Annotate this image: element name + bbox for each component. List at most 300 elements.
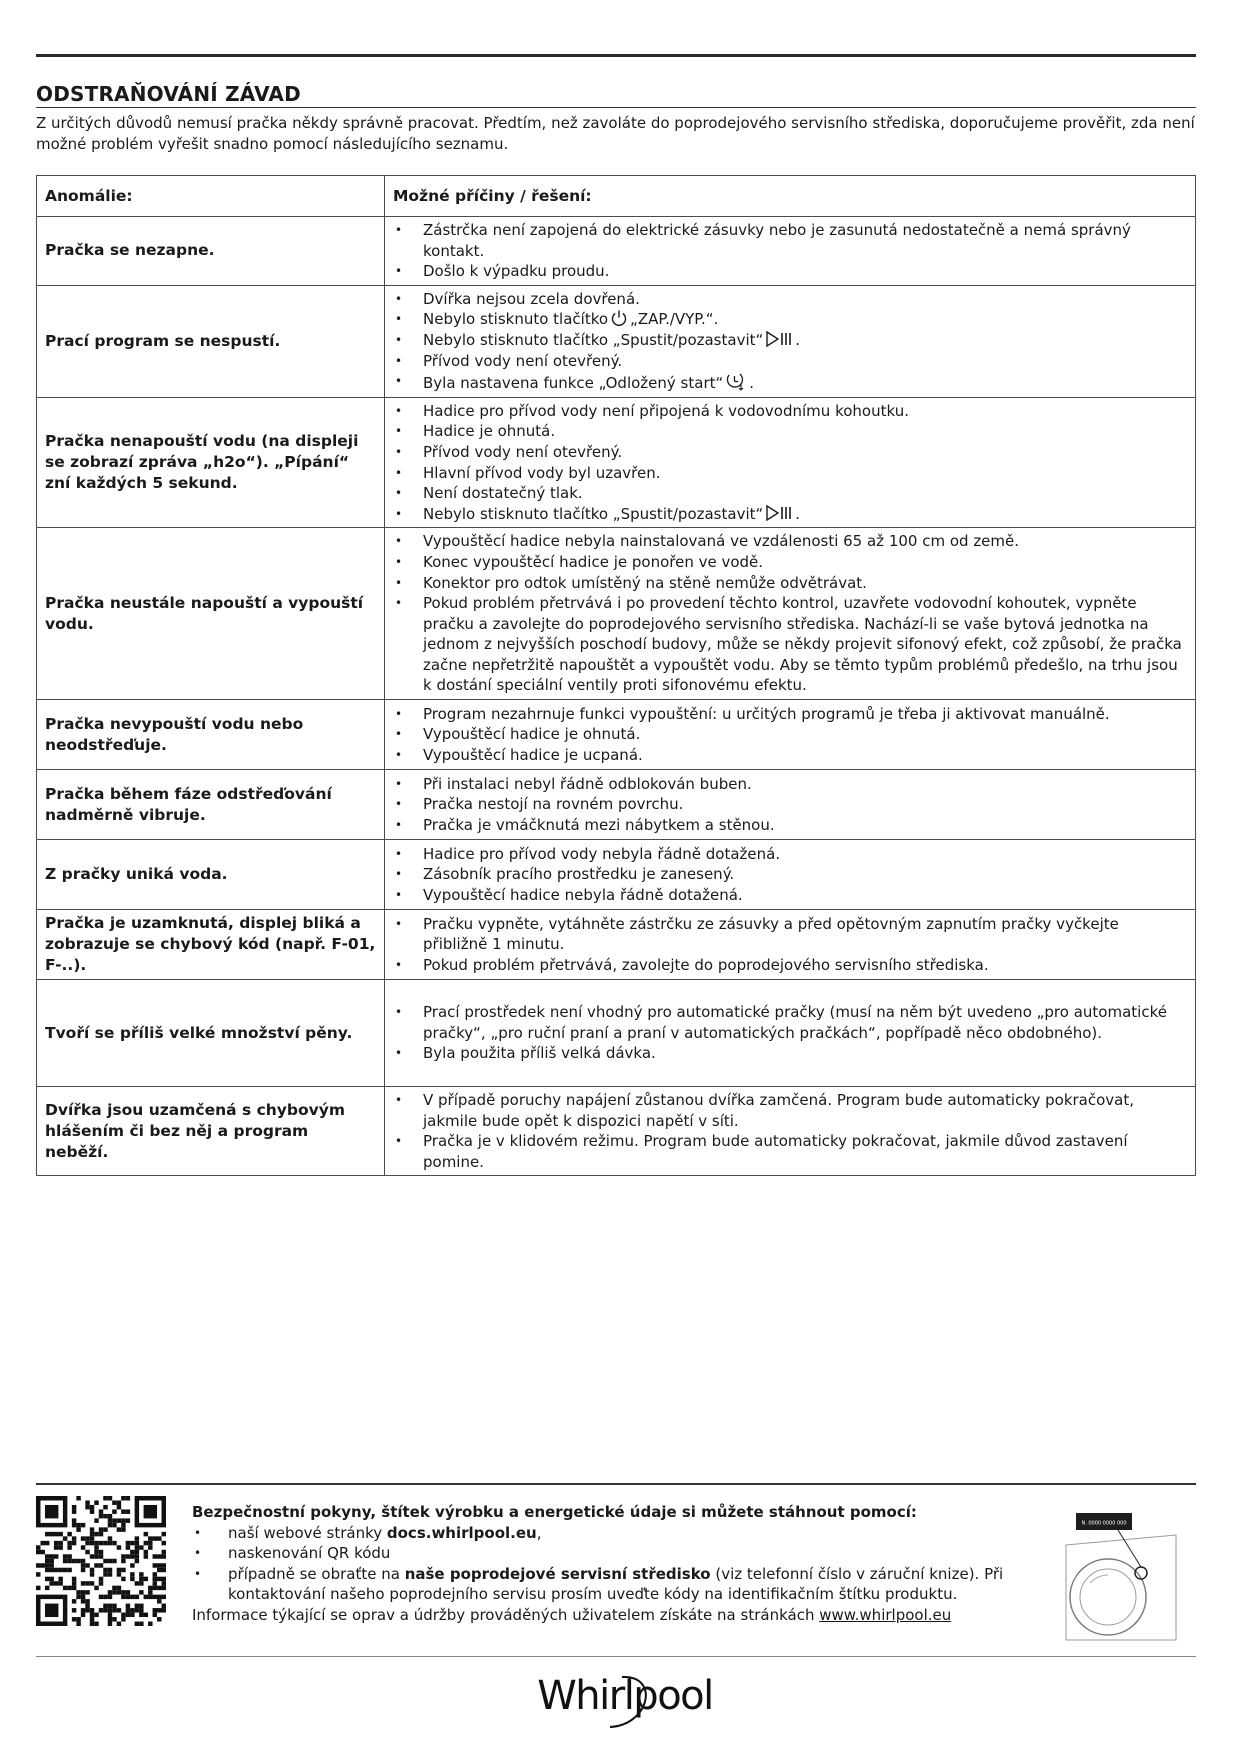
- qr-module: [63, 1554, 67, 1558]
- qr-module: [112, 1523, 116, 1527]
- qr-module: [94, 1586, 98, 1590]
- qr-module: [63, 1586, 67, 1590]
- qr-module: [139, 1590, 143, 1594]
- qr-module: [85, 1608, 89, 1612]
- qr-module: [99, 1532, 103, 1536]
- solution-list: [393, 1090, 1187, 1172]
- qr-module: [58, 1581, 62, 1585]
- qr-module: [81, 1568, 85, 1572]
- top-rule: [36, 54, 1196, 57]
- qr-module: [85, 1599, 89, 1603]
- qr-module: [112, 1608, 116, 1612]
- qr-module: [117, 1568, 121, 1572]
- qr-module: [153, 1577, 157, 1581]
- qr-module: [58, 1577, 62, 1581]
- qr-module: [135, 1608, 139, 1612]
- qr-module: [45, 1568, 49, 1572]
- qr-module: [108, 1617, 112, 1621]
- qr-module: [67, 1532, 71, 1536]
- qr-module: [117, 1545, 121, 1549]
- qr-module: [85, 1581, 89, 1585]
- footer-info: [192, 1502, 1022, 1625]
- qr-module: [103, 1604, 107, 1608]
- qr-module: [99, 1554, 103, 1558]
- qr-module: [45, 1541, 49, 1545]
- qr-module: [162, 1541, 166, 1545]
- qr-module: [108, 1572, 112, 1576]
- qr-module: [90, 1608, 94, 1612]
- qr-module: [139, 1545, 143, 1549]
- qr-module: [130, 1608, 134, 1612]
- footer-info-text: Informace týkající se oprav a údržby prováděných uživatelem získáte na stránkách: [192, 1605, 820, 1624]
- qr-module: [54, 1554, 58, 1558]
- qr-module: [63, 1536, 67, 1540]
- troubleshooting-table: [36, 175, 1196, 1176]
- qr-module: [90, 1505, 94, 1509]
- qr-module: [94, 1563, 98, 1567]
- qr-module: [72, 1581, 76, 1585]
- solution-item: • Při instalaci nebyl řádně odblokován buben.: [393, 774, 1187, 795]
- qr-module: [90, 1554, 94, 1558]
- qr-module: [157, 1599, 161, 1603]
- qr-module: [121, 1559, 125, 1563]
- qr-module: [108, 1514, 112, 1518]
- qr-module: [81, 1595, 85, 1599]
- qr-module: [36, 1550, 40, 1554]
- qr-module: [162, 1554, 166, 1558]
- qr-module: [162, 1563, 166, 1567]
- qr-module: [135, 1595, 139, 1599]
- qr-module: [108, 1496, 112, 1500]
- solution-list: [393, 914, 1187, 976]
- table-row: [37, 285, 1196, 397]
- footer-info-line: [192, 1605, 1022, 1626]
- solution-item: • Hadice pro přívod vody nebyla řádně dotažená.: [393, 844, 1187, 865]
- qr-module: [76, 1595, 80, 1599]
- solution-item: [393, 330, 1187, 351]
- qr-module: [72, 1608, 76, 1612]
- qr-module: [90, 1568, 94, 1572]
- qr-module: [72, 1518, 76, 1522]
- qr-module: [85, 1500, 89, 1504]
- qr-module: [112, 1617, 116, 1621]
- qr-module: [117, 1505, 121, 1509]
- qr-module: [49, 1559, 53, 1563]
- qr-module: [135, 1545, 139, 1549]
- qr-module: [103, 1568, 107, 1572]
- qr-module: [99, 1541, 103, 1545]
- qr-module: [76, 1527, 80, 1531]
- qr-module: [72, 1536, 76, 1540]
- qr-module: [121, 1613, 125, 1617]
- qr-module: [49, 1581, 53, 1585]
- qr-module: [117, 1622, 121, 1626]
- qr-module: [130, 1572, 134, 1576]
- qr-module: [126, 1496, 130, 1500]
- qr-module: [103, 1505, 107, 1509]
- solution-item: • Pračka je v klidovém režimu. Program bude automaticky pokračovat, jakmile důvod zastavení pomine.: [393, 1131, 1187, 1172]
- solution-item-suffix: .: [795, 504, 801, 523]
- anomaly-cell: Tvoří se příliš velké množství pěny.: [37, 980, 385, 1087]
- qr-module: [112, 1559, 116, 1563]
- qr-module: [94, 1541, 98, 1545]
- qr-module: [49, 1532, 53, 1536]
- solution-cell: [385, 1087, 1196, 1176]
- qr-module: [72, 1505, 76, 1509]
- page-title: ODSTRAŇOVÁNÍ ZÁVAD: [36, 82, 1196, 108]
- qr-module: [99, 1527, 103, 1531]
- solution-list: [393, 220, 1187, 282]
- qr-module: [72, 1577, 76, 1581]
- qr-module: [135, 1550, 139, 1554]
- bottom-rule: [36, 1656, 1196, 1657]
- solution-cell: [385, 217, 1196, 286]
- qr-module: [130, 1550, 134, 1554]
- qr-module: [103, 1572, 107, 1576]
- solution-item: • Vypouštěcí hadice nebyla řádně dotažená.: [393, 885, 1187, 906]
- qr-module: [121, 1554, 125, 1558]
- qr-module: [121, 1617, 125, 1621]
- qr-module: [139, 1577, 143, 1581]
- footer-heading: Bezpečnostní pokyny, štítek výrobku a energetické údaje si můžete stáhnout pomocí:: [192, 1503, 917, 1521]
- solution-item: • Pokud problém přetrvává, zavolejte do poprodejového servisního střediska.: [393, 955, 1187, 976]
- qr-module: [54, 1581, 58, 1585]
- docs-link[interactable]: docs.whirlpool.eu: [386, 1523, 537, 1542]
- footer-item-website: [192, 1523, 1022, 1544]
- solution-item-suffix: .: [749, 374, 755, 393]
- table-row: [37, 770, 1196, 840]
- qr-module: [85, 1563, 89, 1567]
- qr-module: [157, 1554, 161, 1558]
- col-solution-header: Možné příčiny / řešení:: [385, 176, 1196, 217]
- qr-module: [121, 1523, 125, 1527]
- qr-module: [108, 1590, 112, 1594]
- qr-module: [153, 1572, 157, 1576]
- qr-module: [153, 1608, 157, 1612]
- qr-module: [148, 1536, 152, 1540]
- solution-item-suffix: .: [795, 330, 801, 349]
- qr-module: [36, 1545, 40, 1549]
- qr-module: [58, 1545, 62, 1549]
- qr-module: [90, 1581, 94, 1585]
- qr-module: [85, 1550, 89, 1554]
- qr-module: [126, 1554, 130, 1558]
- solution-item: • V případě poruchy napájení zůstanou dvířka zamčená. Program bude automaticky pokračovat, jakmile bude opět k dispozici napětí v síti.: [393, 1090, 1187, 1131]
- qr-module: [139, 1622, 143, 1626]
- solution-item: • Není dostatečný tlak.: [393, 483, 1187, 504]
- qr-module: [148, 1545, 152, 1549]
- qr-module: [162, 1586, 166, 1590]
- power-icon: [610, 309, 628, 327]
- qr-module: [108, 1568, 112, 1572]
- qr-module: [81, 1536, 85, 1540]
- solution-list: [393, 289, 1187, 394]
- qr-module: [94, 1622, 98, 1626]
- solution-item: [393, 309, 1187, 330]
- solution-item: • Konektor pro odtok umístěný na stěně nemůže odvětrávat.: [393, 573, 1187, 594]
- solution-item: • Vypouštěcí hadice nebyla nainstalovaná ve vzdálenosti 65 až 100 cm od země.: [393, 531, 1187, 552]
- qr-module: [94, 1550, 98, 1554]
- solution-item: [393, 504, 1187, 525]
- qr-finder: [45, 1505, 58, 1518]
- qr-module: [112, 1541, 116, 1545]
- solution-item: • Hadice je ohnutá.: [393, 421, 1187, 442]
- solution-item: • Prací prostředek není vhodný pro automatické pračky (musí na něm být uvedeno „pro automatické pračky“, „pro ruční praní a praní v automatických pračkách“, popřípadě něco obdobného).: [393, 1002, 1187, 1043]
- qr-module: [162, 1550, 166, 1554]
- qr-module: [121, 1509, 125, 1513]
- qr-module: [157, 1577, 161, 1581]
- qr-code-icon: [36, 1496, 166, 1626]
- footer-item-service-text: případně se obraťte na: [228, 1564, 405, 1583]
- qr-module: [49, 1554, 53, 1558]
- table-header-row: [37, 176, 1196, 217]
- qr-module: [121, 1496, 125, 1500]
- qr-module: [85, 1536, 89, 1540]
- qr-module: [135, 1622, 139, 1626]
- qr-module: [153, 1536, 157, 1540]
- qr-module: [94, 1545, 98, 1549]
- qr-module: [108, 1541, 112, 1545]
- qr-module: [144, 1550, 148, 1554]
- solution-item: • Zástrčka není zapojená do elektrické zásuvky nebo je zasunutá nedostatečně a nemá správný kontakt.: [393, 220, 1187, 261]
- qr-module: [117, 1518, 121, 1522]
- qr-module: [117, 1586, 121, 1590]
- qr-module: [49, 1577, 53, 1581]
- qr-module: [99, 1577, 103, 1581]
- qr-module: [117, 1590, 121, 1594]
- qr-module: [67, 1541, 71, 1545]
- qr-module: [112, 1500, 116, 1504]
- solution-item-suffix: „ZAP./VYP.“.: [630, 310, 719, 329]
- qr-module: [99, 1563, 103, 1567]
- qr-module: [103, 1527, 107, 1531]
- intro-text: Z určitých důvodů nemusí pračka někdy správně pracovat. Předtím, než zavoláte do poprodejového servisního střediska, doporučujeme prověřit, zda není možné problém vyřešit snadno pomocí následujícího seznamu.: [36, 114, 1195, 153]
- qr-module: [90, 1617, 94, 1621]
- solution-item: • Došlo k výpadku proudu.: [393, 261, 1187, 282]
- qr-module: [103, 1541, 107, 1545]
- solution-item: • Přívod vody není otevřený.: [393, 351, 1187, 372]
- qr-module: [121, 1527, 125, 1531]
- qr-module: [126, 1608, 130, 1612]
- qr-module: [58, 1568, 62, 1572]
- delay-start-icon: [725, 371, 747, 391]
- solution-item: • Pračka je vmáčknutá mezi nábytkem a stěnou.: [393, 815, 1187, 836]
- qr-module: [108, 1523, 112, 1527]
- qr-module: [126, 1604, 130, 1608]
- qr-module: [135, 1536, 139, 1540]
- qr-module: [112, 1518, 116, 1522]
- qr-module: [108, 1613, 112, 1617]
- qr-module: [49, 1568, 53, 1572]
- footer-item-website-text: naší webové stránky: [228, 1523, 387, 1542]
- qr-module: [45, 1559, 49, 1563]
- table-row: [37, 1087, 1196, 1176]
- qr-module: [81, 1608, 85, 1612]
- qr-module: [153, 1586, 157, 1590]
- qr-module: [85, 1541, 89, 1545]
- qr-module: [126, 1518, 130, 1522]
- qr-module: [81, 1613, 85, 1617]
- qr-module: [90, 1536, 94, 1540]
- solution-item: • Zásobník pracího prostředku je zanesený.: [393, 864, 1187, 885]
- solution-item: • Vypouštěcí hadice je ohnutá.: [393, 724, 1187, 745]
- qr-module: [108, 1536, 112, 1540]
- solution-item: • Pračka nestojí na rovném povrchu.: [393, 794, 1187, 815]
- solution-item: • Vypouštěcí hadice je ucpaná.: [393, 745, 1187, 766]
- qr-module: [117, 1572, 121, 1576]
- qr-module: [135, 1604, 139, 1608]
- solution-cell: [385, 528, 1196, 700]
- qr-module: [81, 1599, 85, 1603]
- qr-module: [58, 1541, 62, 1545]
- table-row: [37, 980, 1196, 1087]
- anomaly-cell: Pračka nevypouští vodu nebo neodstřeďuje.: [37, 700, 385, 770]
- solution-cell: [385, 770, 1196, 840]
- start-pause-icon: [765, 504, 793, 522]
- qr-module: [126, 1509, 130, 1513]
- qr-module: [130, 1577, 134, 1581]
- qr-module: [81, 1523, 85, 1527]
- qr-module: [148, 1586, 152, 1590]
- solution-list: [393, 401, 1187, 525]
- qr-module: [94, 1613, 98, 1617]
- qr-module: [90, 1572, 94, 1576]
- qr-module: [157, 1608, 161, 1612]
- whirlpool-link[interactable]: www.whirlpool.eu: [819, 1605, 952, 1624]
- qr-module: [45, 1586, 49, 1590]
- qr-module: [148, 1595, 152, 1599]
- qr-module: [54, 1568, 58, 1572]
- qr-module: [112, 1586, 116, 1590]
- qr-module: [58, 1532, 62, 1536]
- qr-module: [126, 1541, 130, 1545]
- qr-module: [121, 1518, 125, 1522]
- qr-module: [148, 1590, 152, 1594]
- qr-module: [157, 1536, 161, 1540]
- anomaly-cell: Pračka během fáze odstřeďování nadměrně vibruje.: [37, 770, 385, 840]
- solution-item: • Program nezahrnuje funkci vypouštění: u určitých programů je třeba ji aktivovat manuálně.: [393, 704, 1187, 725]
- qr-module: [54, 1541, 58, 1545]
- solution-item: • Hadice pro přívod vody není připojená k vodovodnímu kohoutku.: [393, 401, 1187, 422]
- table-row: [37, 397, 1196, 528]
- qr-module: [85, 1505, 89, 1509]
- qr-module: [63, 1559, 67, 1563]
- qr-module: [153, 1613, 157, 1617]
- table-body: [37, 217, 1196, 1176]
- qr-module: [99, 1509, 103, 1513]
- qr-module: [144, 1541, 148, 1545]
- qr-module: [112, 1604, 116, 1608]
- qr-module: [99, 1595, 103, 1599]
- qr-module: [108, 1608, 112, 1612]
- solution-item-text: Nebylo stisknuto tlačítko „Spustit/pozastavit“: [423, 330, 764, 349]
- solution-item-text: Nebylo stisknuto tlačítko: [423, 310, 609, 329]
- qr-module: [130, 1613, 134, 1617]
- qr-module: [94, 1554, 98, 1558]
- qr-module: [130, 1541, 134, 1545]
- anomaly-cell: Pračka neustále napouští a vypouští vodu.: [37, 528, 385, 700]
- brand-wordmark: Whirlpool: [537, 1673, 713, 1719]
- solution-item: • Pokud problém přetrvává i po provedení těchto kontrol, uzavřete vodovodní kohoutek, vypněte pračku a zavolejte do poprodejového servisního střediska. Nachází-li se vaše bytová jednotka na jednom z nejvyšších poschodí budovy, může se někdy projevit sifonový efekt, což způsobí, že pračka začne nepřetržitě napouštět a vypouštět vodu. Aby se těmto typům problémů předešlo, na trhu jsou k dostání speciální ventily proti sifonovému efektu.: [393, 593, 1187, 696]
- qr-module: [126, 1590, 130, 1594]
- start-pause-icon: [765, 330, 793, 348]
- qr-module: [90, 1622, 94, 1626]
- qr-module: [162, 1568, 166, 1572]
- qr-module: [103, 1514, 107, 1518]
- anomaly-cell: Prací program se nespustí.: [37, 285, 385, 397]
- qr-module: [81, 1590, 85, 1594]
- qr-module: [121, 1577, 125, 1581]
- solution-cell: [385, 980, 1196, 1087]
- qr-module: [135, 1559, 139, 1563]
- qr-module: [121, 1595, 125, 1599]
- solution-cell: [385, 397, 1196, 528]
- solution-item: [393, 371, 1187, 394]
- qr-module: [76, 1617, 80, 1621]
- solution-item: • Hlavní přívod vody byl uzavřen.: [393, 463, 1187, 484]
- solution-item: • Přívod vody není otevřený.: [393, 442, 1187, 463]
- qr-module: [139, 1613, 143, 1617]
- washing-machine-label-illustration: [1046, 1505, 1186, 1645]
- qr-module: [148, 1541, 152, 1545]
- col-anomaly-header: Anomálie:: [37, 176, 385, 217]
- table-row: [37, 910, 1196, 980]
- qr-module: [81, 1545, 85, 1549]
- qr-module: [108, 1622, 112, 1626]
- qr-module: [99, 1581, 103, 1585]
- qr-module: [135, 1554, 139, 1558]
- qr-module: [67, 1586, 71, 1590]
- qr-module: [90, 1541, 94, 1545]
- solution-list: [393, 844, 1187, 906]
- qr-module: [99, 1514, 103, 1518]
- qr-module: [144, 1577, 148, 1581]
- qr-module: [76, 1523, 80, 1527]
- qr-module: [112, 1590, 116, 1594]
- footer-item-service: [192, 1564, 1022, 1605]
- qr-module: [157, 1568, 161, 1572]
- footer-list: [192, 1523, 1022, 1605]
- qr-module: [157, 1563, 161, 1567]
- qr-module: [144, 1554, 148, 1558]
- qr-module: [63, 1568, 67, 1572]
- solution-list: [393, 704, 1187, 766]
- qr-module: [76, 1559, 80, 1563]
- qr-module: [162, 1577, 166, 1581]
- qr-module: [135, 1541, 139, 1545]
- qr-module: [162, 1604, 166, 1608]
- anomaly-cell: Dvířka jsou uzamčená s chybovým hlášením či bez něj a program neběží.: [37, 1087, 385, 1176]
- qr-module: [72, 1559, 76, 1563]
- qr-module: [54, 1532, 58, 1536]
- qr-module: [108, 1604, 112, 1608]
- qr-module: [81, 1581, 85, 1585]
- solution-item: • Dvířka nejsou zcela dovřená.: [393, 289, 1187, 310]
- anomaly-cell: Z pračky uniká voda.: [37, 840, 385, 910]
- qr-module: [148, 1622, 152, 1626]
- qr-module: [94, 1518, 98, 1522]
- solution-list: [393, 531, 1187, 696]
- qr-module: [36, 1572, 40, 1576]
- qr-finder: [45, 1604, 58, 1617]
- solution-item: • Pračku vypněte, vytáhněte zástrčku ze zásuvky a před opětovným zapnutím pračky vyčkejte přibližně 1 minutu.: [393, 914, 1187, 955]
- qr-module: [108, 1518, 112, 1522]
- qr-module: [130, 1595, 134, 1599]
- qr-module: [103, 1608, 107, 1612]
- qr-module: [139, 1572, 143, 1576]
- qr-module: [72, 1509, 76, 1513]
- table-row: [37, 700, 1196, 770]
